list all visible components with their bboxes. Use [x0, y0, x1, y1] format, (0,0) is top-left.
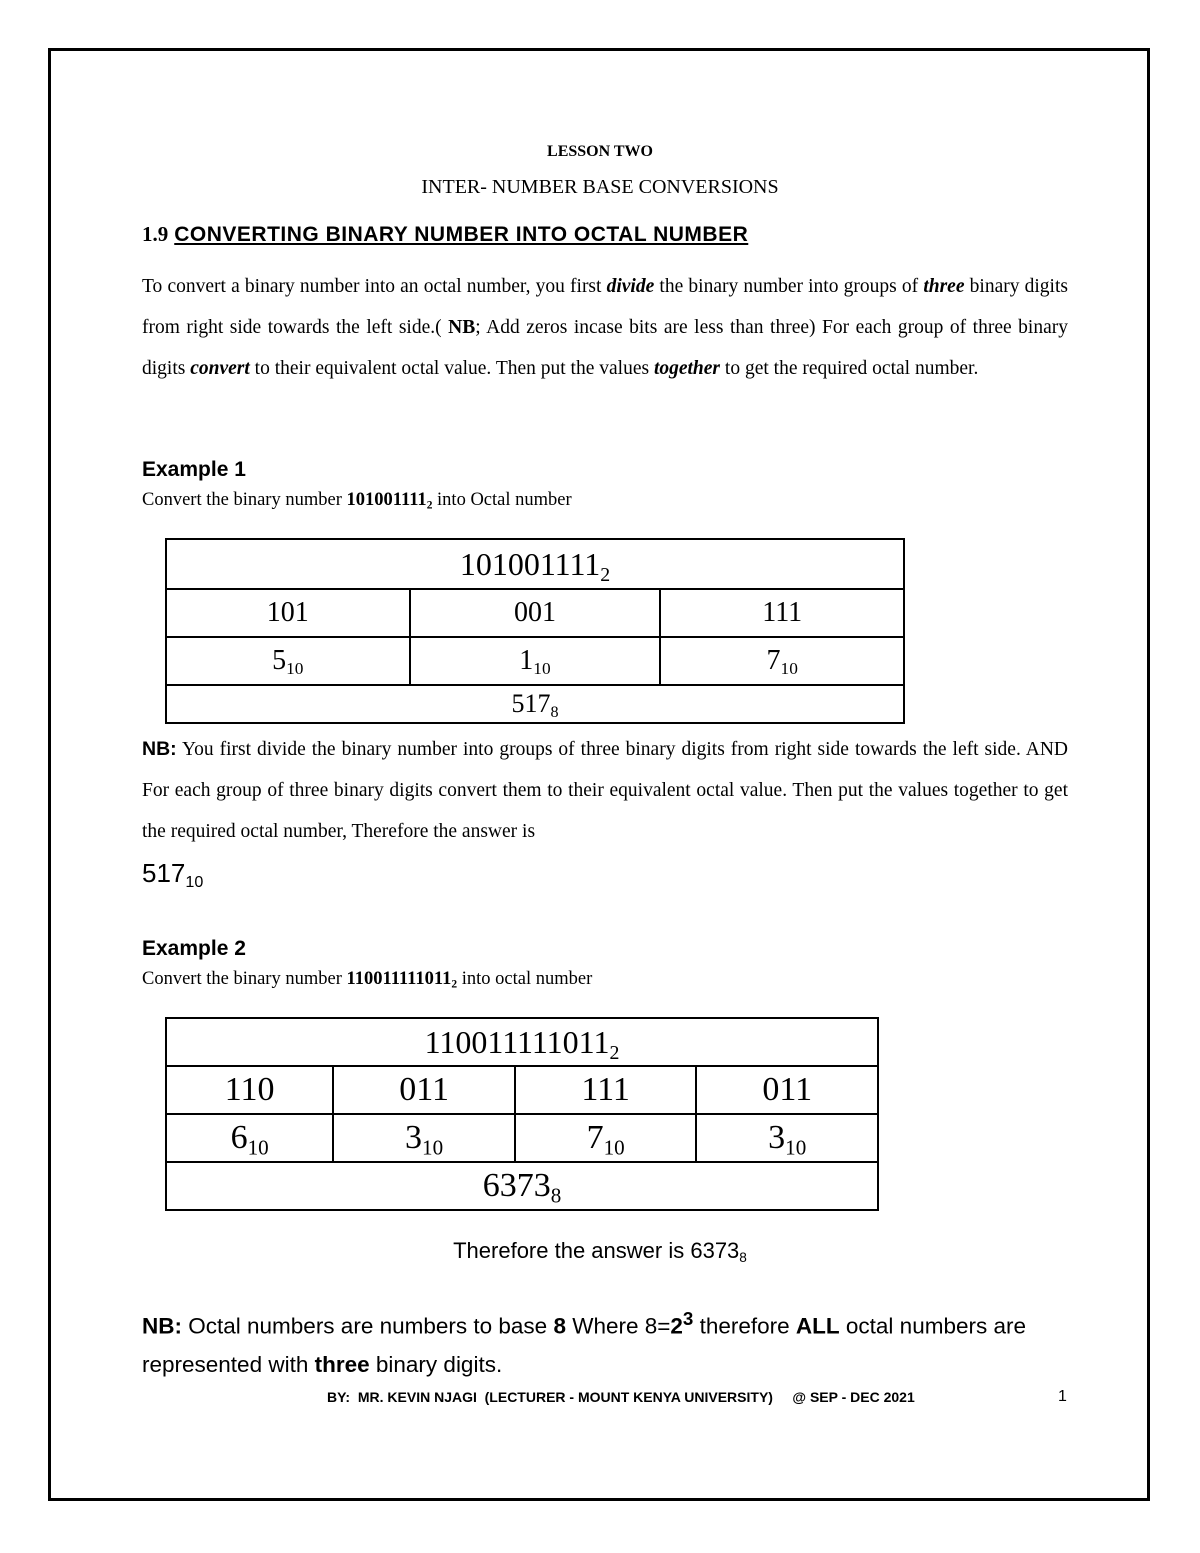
value-cell — [696, 1114, 878, 1162]
example-1-title: Example 1 — [142, 458, 246, 481]
intro-emphasis: NB — [448, 317, 476, 338]
group-cell: 011 — [333, 1066, 515, 1114]
answer-value: 6373 — [690, 1238, 740, 1263]
group-cell: 110 — [166, 1066, 333, 1114]
group-cell: 011 — [696, 1066, 878, 1114]
intro-text: to get the required octal number. — [720, 358, 979, 379]
cell-value: 110011111011 — [424, 1023, 610, 1060]
cell-value: 5 — [272, 645, 287, 676]
footer-credit: BY: MR. KEVIN NJAGI (LECTURER - MOUNT KENYA UNIVERSITY) @ SEP - DEC 2021 — [327, 1389, 915, 1405]
note-emphasis: 2 — [670, 1313, 683, 1339]
intro-emphasis: three — [923, 276, 965, 297]
cell-value: 7 — [586, 1119, 604, 1156]
example-1-note — [142, 729, 1068, 852]
base-subscript: 10 — [422, 1135, 444, 1160]
cell-value: 6373 — [482, 1167, 551, 1204]
page-number: 1 — [1058, 1388, 1067, 1405]
answer-text: Therefore the answer is — [453, 1238, 691, 1263]
intro-emphasis: together — [653, 358, 721, 379]
question-text: Convert the binary number — [142, 490, 347, 510]
binary-number: 101001111 — [346, 490, 427, 510]
group-cell: 101 — [166, 589, 410, 637]
answer-value: 517 — [142, 858, 186, 888]
base-subscript: 2 — [609, 1041, 620, 1064]
table-header-cell — [166, 1018, 878, 1066]
intro-emphasis: convert — [190, 358, 250, 379]
base-subscript: 2 — [600, 563, 611, 586]
intro-emphasis: divide — [606, 276, 655, 297]
section-heading — [142, 222, 748, 247]
base-subscript: 10 — [603, 1135, 625, 1160]
result-cell — [166, 685, 904, 723]
value-cell — [515, 1114, 697, 1162]
result-cell — [166, 1162, 878, 1210]
base-subscript: 8 — [739, 1250, 747, 1266]
cell-value: 517 — [511, 689, 551, 718]
note-text: therefore — [693, 1313, 796, 1339]
note-emphasis: 8 — [553, 1313, 566, 1339]
example-1-answer — [142, 858, 203, 889]
group-cell: 001 — [410, 589, 661, 637]
note-text: binary digits. — [369, 1351, 503, 1377]
value-cell — [333, 1114, 515, 1162]
note-text: Octal numbers are numbers to base — [182, 1313, 554, 1339]
cell-value: 3 — [405, 1119, 423, 1156]
question-text: into octal number — [457, 969, 593, 989]
table-header-cell — [166, 539, 904, 589]
cell-value: 3 — [768, 1119, 786, 1156]
base-subscript: 10 — [247, 1135, 269, 1160]
octal-note — [142, 1300, 1042, 1384]
document-subtitle: INTER- NUMBER BASE CONVERSIONS — [421, 176, 779, 198]
value-cell — [166, 637, 410, 685]
example-2-table — [165, 1017, 879, 1211]
example-1-question — [142, 490, 572, 511]
example-2-title: Example 2 — [142, 937, 246, 960]
value-cell — [166, 1114, 333, 1162]
intro-text: binary digits from right side towards the left side.( — [142, 276, 1068, 338]
intro-paragraph — [142, 266, 1068, 389]
binary-number: 110011111011 — [346, 969, 452, 989]
section-title: CONVERTING BINARY NUMBER INTO OCTAL NUMBER — [174, 223, 749, 246]
example-2-answer — [0, 1238, 1200, 1264]
cell-value: 101001111 — [459, 545, 601, 582]
lesson-title: LESSON TWO — [547, 143, 653, 160]
value-cell — [410, 637, 661, 685]
intro-text: To convert a binary number into an octal number, you first — [142, 276, 607, 297]
value-cell — [660, 637, 904, 685]
exponent: 3 — [682, 1308, 694, 1329]
question-text: into Octal number — [432, 490, 572, 510]
intro-text: to their equivalent octal value. Then put the values — [249, 358, 654, 379]
nb-label: NB: — [142, 1313, 182, 1339]
base-subscript: 10 — [185, 872, 204, 891]
example-2-question — [142, 969, 592, 990]
example-1-table — [165, 538, 905, 724]
cell-value: 6 — [230, 1119, 248, 1156]
intro-text: ; Add zeros incase bits are less than three) For each group of three binary digits — [142, 317, 1068, 379]
question-text: Convert the binary number — [142, 969, 347, 989]
base-subscript: 8 — [550, 703, 559, 721]
nb-label: NB: — [142, 738, 177, 760]
note-text: You first divide the binary number into groups of three binary digits from right side towards the left side. AND For each group of three binary digits convert them to their equivalent octal value. Then put the values together to get the required octal number, Therefore the answer is — [142, 739, 1068, 842]
group-cell: 111 — [660, 589, 904, 637]
base-subscript: 10 — [780, 659, 798, 679]
note-text: octal numbers are represented with — [142, 1313, 1026, 1377]
base-subscript: 10 — [533, 659, 551, 679]
base-subscript: 10 — [286, 659, 304, 679]
cell-value: 1 — [519, 645, 534, 676]
cell-value: 7 — [766, 645, 781, 676]
note-emphasis: ALL — [795, 1313, 840, 1339]
base-subscript: 2 — [451, 978, 458, 991]
base-subscript: 2 — [426, 499, 433, 512]
base-subscript: 10 — [785, 1135, 807, 1160]
group-cell: 111 — [515, 1066, 697, 1114]
note-emphasis: three — [314, 1351, 370, 1377]
note-text: Where 8= — [565, 1313, 671, 1339]
section-number: 1.9 — [142, 222, 169, 246]
base-subscript: 8 — [550, 1183, 562, 1208]
intro-text: the binary number into groups of — [654, 276, 924, 297]
